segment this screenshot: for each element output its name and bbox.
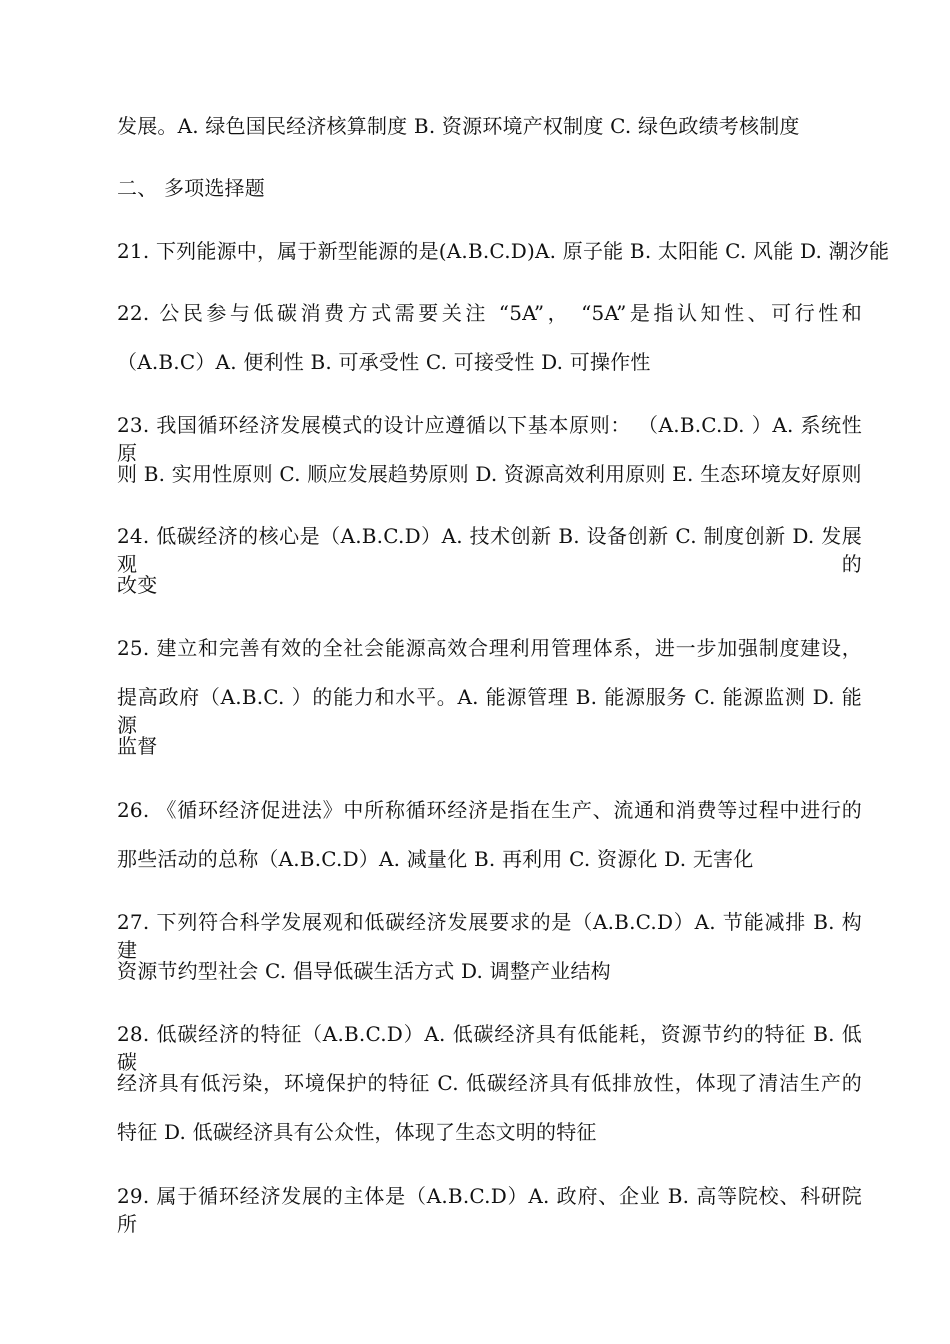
question-28-line-1: 28. 低碳经济的特征（A.B.C.D）A. 低碳经济具有低能耗，资源节约的特征 B. 低碳 xyxy=(117,1022,862,1074)
question-24-line-1: 24. 低碳经济的核心是（A.B.C.D）A. 技术创新 B. 设备创新 C. 制度创新 D. 发展观的 xyxy=(117,524,862,576)
question-25-line-3: 监督 xyxy=(117,734,158,758)
question-27-line-1: 27. 下列符合科学发展观和低碳经济发展要求的是（A.B.C.D）A. 节能减排 B. 构建 xyxy=(117,910,862,962)
section-heading-multiple-choice: 二、 多项选择题 xyxy=(117,176,265,200)
question-25-line-2: 提高政府（A.B.C. ）的能力和水平。A. 能源管理 B. 能源服务 C. 能源监测 D. 能源 xyxy=(117,685,862,737)
question-29-line-1: 29. 属于循环经济发展的主体是（A.B.C.D）A. 政府、企业 B. 高等院校、科研院所 xyxy=(117,1184,862,1236)
text-line-intro-end: 发展。A. 绿色国民经济核算制度 B. 资源环境产权制度 C. 绿色政绩考核制度 xyxy=(117,114,800,138)
question-24-line-2: 改变 xyxy=(117,573,158,597)
question-23-line-1: 23. 我国循环经济发展模式的设计应遵循以下基本原则： （A.B.C.D. ）A. 系统性原 xyxy=(117,413,862,465)
question-22-line-2: （A.B.C）A. 便利性 B. 可承受性 C. 可接受性 D. 可操作性 xyxy=(117,350,651,374)
question-25-line-1: 25. 建立和完善有效的全社会能源高效合理利用管理体系，进一步加强制度建设， xyxy=(117,636,862,660)
question-23-line-2: 则 B. 实用性原则 C. 顺应发展趋势原则 D. 资源高效利用原则 E. 生态环境友好原则 xyxy=(117,462,862,486)
question-26-line-2: 那些活动的总称（A.B.C.D）A. 减量化 B. 再利用 C. 资源化 D. 无害化 xyxy=(117,847,754,871)
question-22-line-1: 22. 公民参与低碳消费方式需要关注 “5A”， “5A”是指认知性、可行性和 xyxy=(117,301,862,325)
question-26-line-1: 26. 《循环经济促进法》中所称循环经济是指在生产、流通和消费等过程中进行的 xyxy=(117,798,862,822)
question-27-line-2: 资源节约型社会 C. 倡导低碳生活方式 D. 调整产业结构 xyxy=(117,959,611,983)
question-21: 21. 下列能源中，属于新型能源的是(A.B.C.D)A. 原子能 B. 太阳能 C. 风能 D. 潮汐能 xyxy=(117,239,890,263)
question-28-line-3: 特征 D. 低碳经济具有公众性，体现了生态文明的特征 xyxy=(117,1120,597,1144)
question-28-line-2: 经济具有低污染，环境保护的特征 C. 低碳经济具有低排放性，体现了清洁生产的 xyxy=(117,1071,862,1095)
